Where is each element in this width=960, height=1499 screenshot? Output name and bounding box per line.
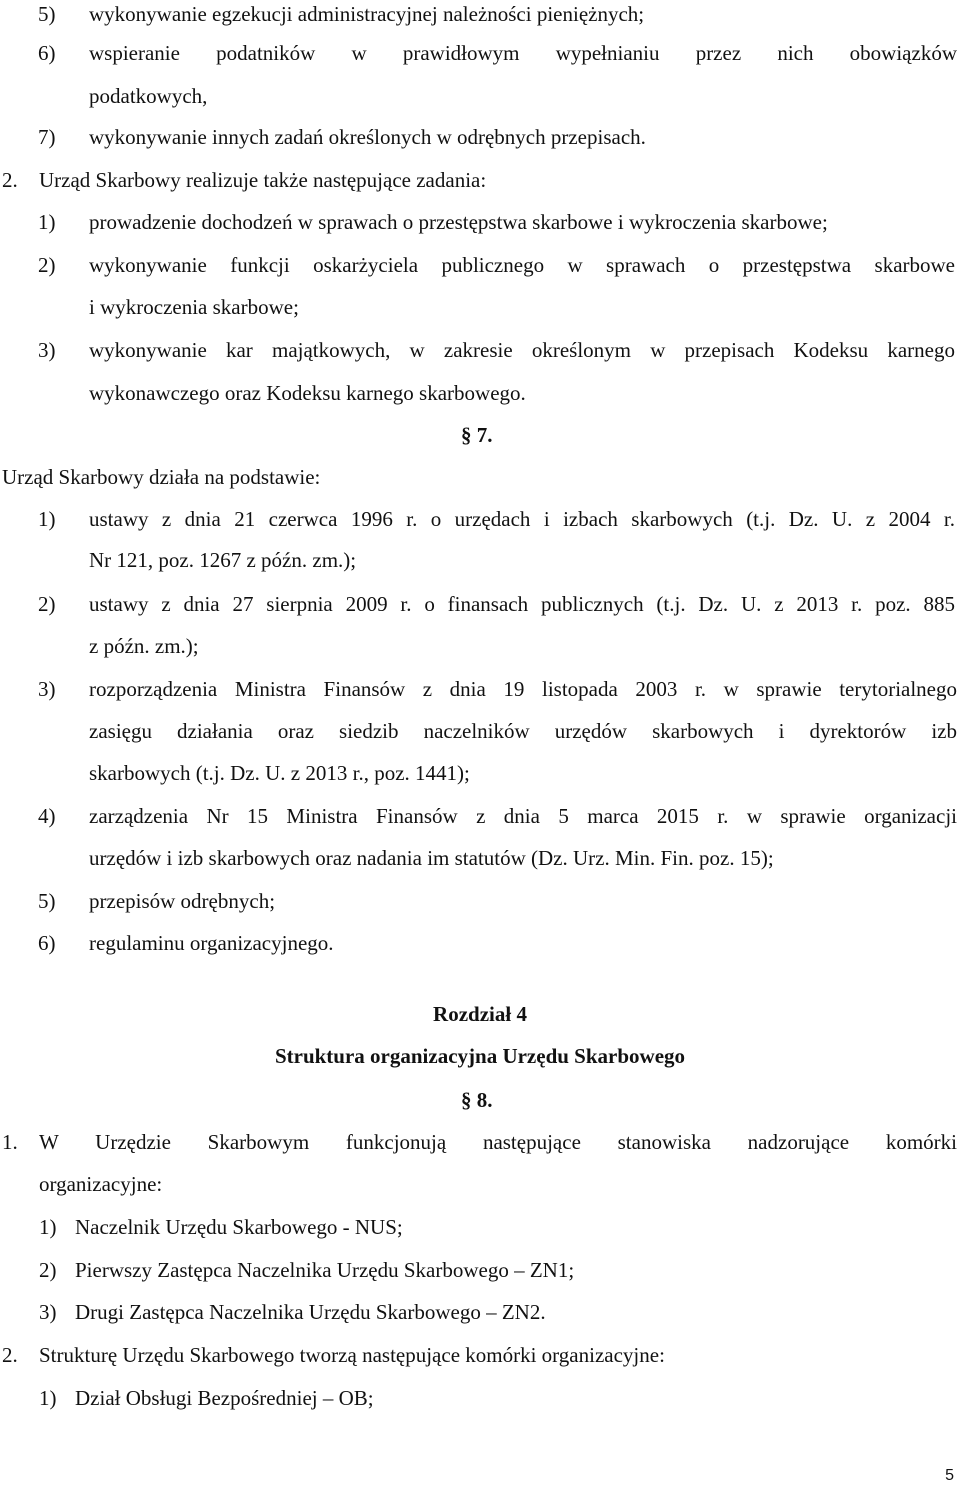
- list-number: 3): [39, 1300, 57, 1324]
- list-number: 7): [38, 125, 56, 149]
- list-number: 1): [39, 1386, 57, 1410]
- list-item-text: przepisów odrębnych;: [89, 889, 276, 913]
- list-item-text: regulaminu organizacyjnego.: [89, 931, 334, 955]
- paragraph-number: 1.: [2, 1130, 18, 1154]
- list-number: 2): [38, 592, 56, 616]
- list-item-text: ustawy z dnia 27 sierpnia 2009 r. o finansach publicznych (t.j. Dz. U. z 2013 r. poz. 885: [89, 592, 955, 616]
- list-number: 5): [38, 2, 56, 26]
- list-item-text: i wykroczenia skarbowe;: [89, 295, 299, 319]
- list-item-text: zasięgu działania oraz siedzib naczelników urzędów skarbowych i dyrektorów izb: [89, 719, 957, 743]
- paragraph-number: 2.: [2, 1343, 18, 1367]
- page-number: 5: [945, 1467, 954, 1484]
- list-item-text: Dział Obsługi Bezpośredniej – OB;: [75, 1386, 374, 1410]
- list-item-text: zarządzenia Nr 15 Ministra Finansów z dnia 5 marca 2015 r. w sprawie organizacji: [89, 804, 957, 828]
- list-number: 5): [38, 889, 56, 913]
- list-number: 4): [38, 804, 56, 828]
- list-item-text: wykonywanie funkcji oskarżyciela publicznego w sprawach o przestępstwa skarbowe: [89, 253, 955, 277]
- list-number: 1): [38, 210, 56, 234]
- list-item-text: z późn. zm.);: [89, 634, 199, 658]
- list-item-text: urzędów i izb skarbowych oraz nadania im statutów (Dz. Urz. Min. Fin. poz. 15);: [89, 846, 774, 870]
- list-item-text: Pierwszy Zastępca Naczelnika Urzędu Skarbowego – ZN1;: [75, 1258, 575, 1282]
- list-item-text: wykonywanie innych zadań określonych w odrębnych przepisach.: [89, 125, 646, 149]
- list-number: 6): [38, 931, 56, 955]
- list-number: 1): [39, 1215, 57, 1239]
- paragraph-text: Urząd Skarbowy realizuje także następujące zadania:: [39, 168, 487, 192]
- chapter-title: Rozdział 4: [433, 1002, 527, 1026]
- list-item-text: Naczelnik Urzędu Skarbowego - NUS;: [75, 1215, 403, 1239]
- list-item-text: wykonywanie egzekucji administracyjnej należności pieniężnych;: [89, 2, 645, 26]
- paragraph-text: organizacyjne:: [39, 1172, 163, 1196]
- list-item-text: wspieranie podatników w prawidłowym wypełnianiu przez nich obowiązków: [89, 41, 957, 65]
- list-item-text: rozporządzenia Ministra Finansów z dnia 19 listopada 2003 r. w sprawie terytorialnego: [89, 677, 957, 701]
- list-item-text: podatkowych,: [89, 84, 208, 108]
- paragraph-text: W Urzędzie Skarbowym funkcjonują następujące stanowiska nadzorujące komórki: [39, 1130, 957, 1154]
- list-number: 2): [39, 1258, 57, 1282]
- list-number: 2): [38, 253, 56, 277]
- list-number: 3): [38, 338, 56, 362]
- chapter-subtitle: Struktura organizacyjna Urzędu Skarbowego: [274, 1044, 686, 1068]
- paragraph-text: Strukturę Urzędu Skarbowego tworzą następujące komórki organizacyjne:: [39, 1343, 665, 1367]
- list-item-text: wykonawczego oraz Kodeksu karnego skarbowego.: [89, 381, 526, 405]
- list-number: 1): [38, 507, 56, 531]
- list-item-text: skarbowych (t.j. Dz. U. z 2013 r., poz. 1441);: [89, 761, 470, 785]
- section-intro: Urząd Skarbowy działa na podstawie:: [2, 465, 321, 489]
- list-item-text: ustawy z dnia 21 czerwca 1996 r. o urzędach i izbach skarbowych (t.j. Dz. U. z 2004 r.: [89, 507, 955, 531]
- section-heading: § 8.: [461, 1088, 493, 1112]
- list-item-text: Nr 121, poz. 1267 z późn. zm.);: [89, 548, 357, 572]
- section-heading: § 7.: [461, 423, 493, 447]
- list-number: 6): [38, 41, 56, 65]
- paragraph-number: 2.: [2, 168, 18, 192]
- list-item-text: wykonywanie kar majątkowych, w zakresie określonym w przepisach Kodeksu karnego: [89, 338, 955, 362]
- list-item-text: Drugi Zastępca Naczelnika Urzędu Skarbowego – ZN2.: [75, 1300, 546, 1324]
- list-number: 3): [38, 677, 56, 701]
- list-item-text: prowadzenie dochodzeń w sprawach o przestępstwa skarbowe i wykroczenia skarbowe;: [89, 210, 828, 234]
